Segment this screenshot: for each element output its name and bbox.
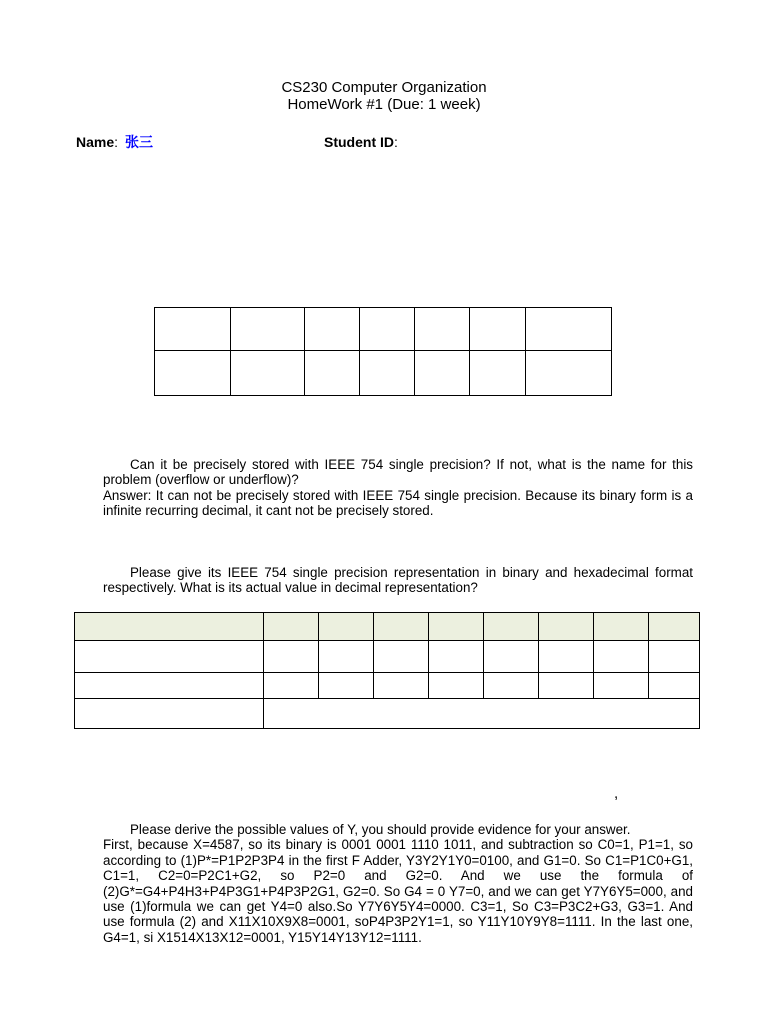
table-row xyxy=(75,641,700,673)
table-cell xyxy=(484,613,539,641)
table-cell xyxy=(484,641,539,673)
table-cell xyxy=(319,673,374,699)
table-cell xyxy=(75,699,264,729)
stray-mark: , xyxy=(614,785,619,802)
table-cell xyxy=(539,613,594,641)
table-cell xyxy=(484,673,539,699)
representation-question-block xyxy=(103,565,693,596)
table-cell xyxy=(155,308,231,351)
table-cell xyxy=(319,613,374,641)
table-header-row xyxy=(75,613,700,641)
homework-title: HomeWork #1 (Due: 1 week) xyxy=(287,96,481,113)
table-cell xyxy=(429,641,484,673)
table-cell xyxy=(231,308,305,351)
course-title: CS230 Computer Organization xyxy=(281,79,487,96)
table-cell xyxy=(374,641,429,673)
table-cell xyxy=(305,351,360,396)
table-cell xyxy=(415,351,470,396)
representation-table xyxy=(74,612,700,729)
table-cell xyxy=(415,308,470,351)
table-row xyxy=(155,351,612,396)
table-cell xyxy=(155,351,231,396)
table-cell xyxy=(305,308,360,351)
table-cell xyxy=(594,613,649,641)
table-row xyxy=(155,308,612,351)
table-cell xyxy=(360,308,415,351)
y-answer: First, because X=4587, so its binary is 0001 0001 1110 1011, and subtraction so C0=1, P1=1, so according to (1)P*=P1P2P3P4 in the first F Adder, Y3Y2Y1Y0=0100, and G1=0. So C1=P1C0+G1, C1=1, C2=0=P2C1+G2, so P2=0 and G2=0. And we use the formula of (2)G*=G4+P4H3+P4P3G1+P4P3P2G1, G2=0. So G4 = 0 Y7=0, and we can get Y7Y6Y5=000, and use (1)formula we can get Y4=0 also.So Y7Y6Y5Y4=0000. C3=1, So C3=P3C2+G3, G3=1. And use formula (2) and X11X10X9X8=0001, soP4P3P2Y1=1, so Y11Y10Y9Y8=1111. In the last one, G4=1, si X1514X13X12=0001, Y15Y14Y13Y12=1111. xyxy=(103,837,693,945)
table-cell xyxy=(231,351,305,396)
table-cell xyxy=(429,613,484,641)
table-cell xyxy=(75,641,264,673)
student-name: 张三 xyxy=(125,134,153,150)
storage-question: Can it be precisely stored with IEEE 754 single precision? If not, what is the name for this problem (overflow or underflow)? xyxy=(103,457,693,488)
storage-answer: Answer: It can not be precisely stored with IEEE 754 single precision. Because its binary form is a infinite recurring decimal, it cant not be precisely stored. xyxy=(103,487,693,519)
name-label: Name: xyxy=(76,134,119,150)
table-cell xyxy=(649,641,700,673)
table-cell xyxy=(264,673,319,699)
table-cell xyxy=(374,673,429,699)
table-cell xyxy=(470,351,526,396)
table-cell xyxy=(374,613,429,641)
table-cell xyxy=(75,673,264,699)
y-question: Please derive the possible values of Y, you should provide evidence for your answer. xyxy=(130,822,631,837)
table-cell xyxy=(360,351,415,396)
table-cell xyxy=(539,673,594,699)
table-cell xyxy=(429,673,484,699)
table-cell xyxy=(470,308,526,351)
table-cell xyxy=(526,308,612,351)
table-cell xyxy=(649,613,700,641)
table-cell xyxy=(319,641,374,673)
table-cell xyxy=(649,673,700,699)
table-cell xyxy=(594,673,649,699)
table-cell xyxy=(264,641,319,673)
table-cell xyxy=(594,641,649,673)
representation-question: Please give its IEEE 754 single precision representation in binary and hexadecimal format respectively. What is its actual value in decimal representation? xyxy=(103,565,693,596)
table-cell xyxy=(75,613,264,641)
student-id-label: Student ID: xyxy=(324,134,398,150)
answer-grid-top xyxy=(154,307,612,396)
storage-question-block xyxy=(103,457,693,519)
table-row xyxy=(75,673,700,699)
y-question-block xyxy=(103,822,693,945)
table-row xyxy=(75,699,700,729)
table-cell xyxy=(539,641,594,673)
table-cell xyxy=(526,351,612,396)
table-cell-merged xyxy=(264,699,700,729)
table-cell xyxy=(264,613,319,641)
